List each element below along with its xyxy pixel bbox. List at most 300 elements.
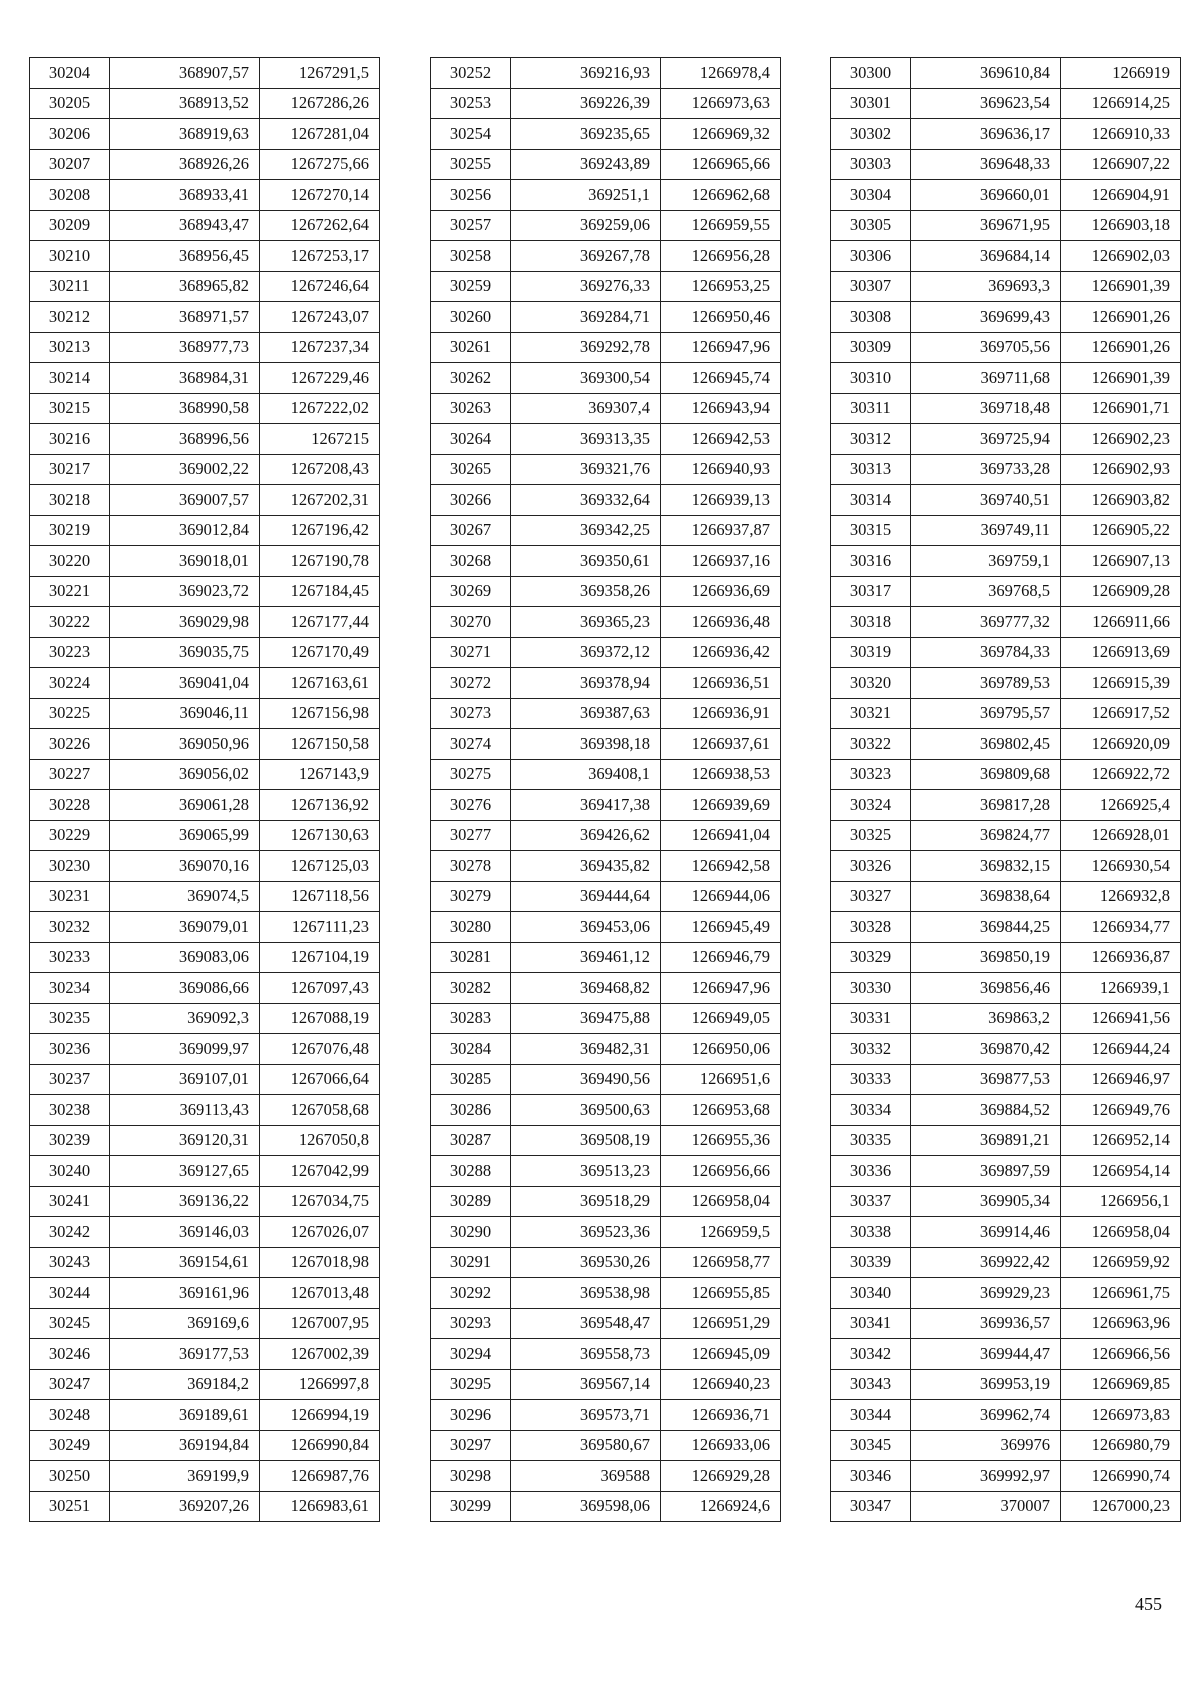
- table-row: [431, 820, 781, 851]
- y-coordinate-cell: 1267190,78: [260, 546, 380, 577]
- x-coordinate-cell: 369107,01: [110, 1064, 260, 1095]
- y-coordinate-cell: 1266963,96: [1061, 1308, 1181, 1339]
- y-coordinate-cell: 1266946,79: [661, 942, 781, 973]
- y-coordinate-cell: 1266932,8: [1061, 881, 1181, 912]
- x-coordinate-cell: 369844,25: [911, 912, 1061, 943]
- point-id-cell: 30284: [431, 1034, 511, 1065]
- table-row: [831, 607, 1181, 638]
- point-id-cell: 30230: [30, 851, 110, 882]
- point-id-cell: 30253: [431, 88, 511, 119]
- table-row: [30, 58, 380, 89]
- table-row: [431, 515, 781, 546]
- x-coordinate-cell: 369567,14: [511, 1369, 661, 1400]
- point-id-cell: 30300: [831, 58, 911, 89]
- point-id-cell: 30297: [431, 1430, 511, 1461]
- point-id-cell: 30243: [30, 1247, 110, 1278]
- point-id-cell: 30333: [831, 1064, 911, 1095]
- y-coordinate-cell: 1266936,42: [661, 637, 781, 668]
- y-coordinate-cell: 1266920,09: [1061, 729, 1181, 760]
- y-coordinate-cell: 1266901,26: [1061, 302, 1181, 333]
- point-id-cell: 30239: [30, 1125, 110, 1156]
- table-row: [30, 1278, 380, 1309]
- table-row: [831, 393, 1181, 424]
- y-coordinate-cell: 1266953,68: [661, 1095, 781, 1126]
- point-id-cell: 30246: [30, 1339, 110, 1370]
- x-coordinate-cell: 369313,35: [511, 424, 661, 455]
- table-row: [30, 759, 380, 790]
- x-coordinate-cell: 369832,15: [911, 851, 1061, 882]
- y-coordinate-cell: 1267237,34: [260, 332, 380, 363]
- point-id-cell: 30271: [431, 637, 511, 668]
- x-coordinate-cell: 369711,68: [911, 363, 1061, 394]
- x-coordinate-cell: 369905,34: [911, 1186, 1061, 1217]
- point-id-cell: 30265: [431, 454, 511, 485]
- y-coordinate-cell: 1266944,24: [1061, 1034, 1181, 1065]
- y-coordinate-cell: 1266940,93: [661, 454, 781, 485]
- point-id-cell: 30273: [431, 698, 511, 729]
- x-coordinate-cell: 369216,93: [511, 58, 661, 89]
- point-id-cell: 30304: [831, 180, 911, 211]
- table-row: [431, 1217, 781, 1248]
- x-coordinate-cell: 369235,65: [511, 119, 661, 150]
- table-row: [431, 973, 781, 1004]
- x-coordinate-cell: 369086,66: [110, 973, 260, 1004]
- table-row: [831, 1369, 1181, 1400]
- point-id-cell: 30223: [30, 637, 110, 668]
- point-id-cell: 30332: [831, 1034, 911, 1065]
- y-coordinate-cell: 1267097,43: [260, 973, 380, 1004]
- x-coordinate-cell: 369953,19: [911, 1369, 1061, 1400]
- point-id-cell: 30299: [431, 1491, 511, 1522]
- y-coordinate-cell: 1266983,61: [260, 1491, 380, 1522]
- table-row: [30, 1156, 380, 1187]
- point-id-cell: 30247: [30, 1369, 110, 1400]
- x-coordinate-cell: 369358,26: [511, 576, 661, 607]
- x-coordinate-cell: 368977,73: [110, 332, 260, 363]
- point-id-cell: 30217: [30, 454, 110, 485]
- point-id-cell: 30229: [30, 820, 110, 851]
- table-row: [431, 271, 781, 302]
- y-coordinate-cell: 1266987,76: [260, 1461, 380, 1492]
- point-id-cell: 30310: [831, 363, 911, 394]
- table-row: [30, 1308, 380, 1339]
- x-coordinate-cell: 369684,14: [911, 241, 1061, 272]
- x-coordinate-cell: 369169,6: [110, 1308, 260, 1339]
- y-coordinate-cell: 1266990,84: [260, 1430, 380, 1461]
- x-coordinate-cell: 369113,43: [110, 1095, 260, 1126]
- point-id-cell: 30345: [831, 1430, 911, 1461]
- x-coordinate-cell: 369267,78: [511, 241, 661, 272]
- y-coordinate-cell: 1267034,75: [260, 1186, 380, 1217]
- y-coordinate-cell: 1267177,44: [260, 607, 380, 638]
- x-coordinate-cell: 368956,45: [110, 241, 260, 272]
- table-row: [30, 332, 380, 363]
- y-coordinate-cell: 1266933,06: [661, 1430, 781, 1461]
- y-coordinate-cell: 1266973,83: [1061, 1400, 1181, 1431]
- y-coordinate-cell: 1266937,61: [661, 729, 781, 760]
- x-coordinate-cell: 369365,23: [511, 607, 661, 638]
- table-row: [831, 332, 1181, 363]
- point-id-cell: 30204: [30, 58, 110, 89]
- point-id-cell: 30317: [831, 576, 911, 607]
- y-coordinate-cell: 1266966,56: [1061, 1339, 1181, 1370]
- x-coordinate-cell: 369817,28: [911, 790, 1061, 821]
- table-row: [30, 88, 380, 119]
- table-row: [831, 668, 1181, 699]
- y-coordinate-cell: 1266954,14: [1061, 1156, 1181, 1187]
- point-id-cell: 30294: [431, 1339, 511, 1370]
- x-coordinate-cell: 369749,11: [911, 515, 1061, 546]
- point-id-cell: 30322: [831, 729, 911, 760]
- point-id-cell: 30272: [431, 668, 511, 699]
- y-coordinate-cell: 1266901,39: [1061, 271, 1181, 302]
- x-coordinate-cell: 369226,39: [511, 88, 661, 119]
- point-id-cell: 30341: [831, 1308, 911, 1339]
- x-coordinate-cell: 370007: [911, 1491, 1061, 1522]
- table-row: [30, 607, 380, 638]
- y-coordinate-cell: 1266907,13: [1061, 546, 1181, 577]
- point-id-cell: 30205: [30, 88, 110, 119]
- point-id-cell: 30321: [831, 698, 911, 729]
- x-coordinate-cell: 369850,19: [911, 942, 1061, 973]
- point-id-cell: 30278: [431, 851, 511, 882]
- table-row: [831, 1461, 1181, 1492]
- table-row: [30, 912, 380, 943]
- x-coordinate-cell: 369891,21: [911, 1125, 1061, 1156]
- point-id-cell: 30344: [831, 1400, 911, 1431]
- y-coordinate-cell: 1266907,22: [1061, 149, 1181, 180]
- x-coordinate-cell: 369007,57: [110, 485, 260, 516]
- table-row: [431, 698, 781, 729]
- point-id-cell: 30228: [30, 790, 110, 821]
- table-row: [831, 241, 1181, 272]
- y-coordinate-cell: 1267000,23: [1061, 1491, 1181, 1522]
- table-row: [431, 119, 781, 150]
- point-id-cell: 30286: [431, 1095, 511, 1126]
- y-coordinate-cell: 1266959,55: [661, 210, 781, 241]
- table-row: [431, 912, 781, 943]
- table-row: [831, 58, 1181, 89]
- y-coordinate-cell: 1266917,52: [1061, 698, 1181, 729]
- table-row: [431, 1430, 781, 1461]
- x-coordinate-cell: 369161,96: [110, 1278, 260, 1309]
- point-id-cell: 30279: [431, 881, 511, 912]
- table-row: [30, 881, 380, 912]
- y-coordinate-cell: 1266958,04: [661, 1186, 781, 1217]
- point-id-cell: 30238: [30, 1095, 110, 1126]
- x-coordinate-cell: 369936,57: [911, 1308, 1061, 1339]
- table-row: [30, 820, 380, 851]
- coordinates-table-2: [430, 57, 781, 1522]
- x-coordinate-cell: 369050,96: [110, 729, 260, 760]
- x-coordinate-cell: 369398,18: [511, 729, 661, 760]
- point-id-cell: 30220: [30, 546, 110, 577]
- x-coordinate-cell: 369580,67: [511, 1430, 661, 1461]
- point-id-cell: 30281: [431, 942, 511, 973]
- table-row: [831, 1430, 1181, 1461]
- x-coordinate-cell: 369992,97: [911, 1461, 1061, 1492]
- x-coordinate-cell: 369012,84: [110, 515, 260, 546]
- point-id-cell: 30210: [30, 241, 110, 272]
- x-coordinate-cell: 369342,25: [511, 515, 661, 546]
- point-id-cell: 30264: [431, 424, 511, 455]
- y-coordinate-cell: 1267002,39: [260, 1339, 380, 1370]
- table-row: [831, 546, 1181, 577]
- y-coordinate-cell: 1267163,61: [260, 668, 380, 699]
- y-coordinate-cell: 1266959,5: [661, 1217, 781, 1248]
- table-row: [831, 1339, 1181, 1370]
- coordinates-table-3: [830, 57, 1181, 1522]
- x-coordinate-cell: 369802,45: [911, 729, 1061, 760]
- point-id-cell: 30227: [30, 759, 110, 790]
- coordinates-table-body: [831, 58, 1181, 1522]
- table-row: [30, 363, 380, 394]
- point-id-cell: 30320: [831, 668, 911, 699]
- y-coordinate-cell: 1266936,48: [661, 607, 781, 638]
- y-coordinate-cell: 1267111,23: [260, 912, 380, 943]
- x-coordinate-cell: 369588: [511, 1461, 661, 1492]
- point-id-cell: 30315: [831, 515, 911, 546]
- point-id-cell: 30235: [30, 1003, 110, 1034]
- y-coordinate-cell: 1266951,29: [661, 1308, 781, 1339]
- x-coordinate-cell: 369610,84: [911, 58, 1061, 89]
- x-coordinate-cell: 369146,03: [110, 1217, 260, 1248]
- table-row: [831, 1125, 1181, 1156]
- y-coordinate-cell: 1267196,42: [260, 515, 380, 546]
- x-coordinate-cell: 369035,75: [110, 637, 260, 668]
- x-coordinate-cell: 369538,98: [511, 1278, 661, 1309]
- point-id-cell: 30323: [831, 759, 911, 790]
- x-coordinate-cell: 369789,53: [911, 668, 1061, 699]
- x-coordinate-cell: 369482,31: [511, 1034, 661, 1065]
- x-coordinate-cell: 369251,1: [511, 180, 661, 211]
- point-id-cell: 30254: [431, 119, 511, 150]
- x-coordinate-cell: 369029,98: [110, 607, 260, 638]
- y-coordinate-cell: 1266947,96: [661, 332, 781, 363]
- x-coordinate-cell: 369884,52: [911, 1095, 1061, 1126]
- y-coordinate-cell: 1266956,1: [1061, 1186, 1181, 1217]
- y-coordinate-cell: 1266928,01: [1061, 820, 1181, 851]
- x-coordinate-cell: 369513,23: [511, 1156, 661, 1187]
- y-coordinate-cell: 1267018,98: [260, 1247, 380, 1278]
- y-coordinate-cell: 1266945,09: [661, 1339, 781, 1370]
- table-row: [831, 1156, 1181, 1187]
- table-row: [831, 88, 1181, 119]
- table-row: [431, 88, 781, 119]
- y-coordinate-cell: 1267215: [260, 424, 380, 455]
- table-row: [431, 668, 781, 699]
- y-coordinate-cell: 1267170,49: [260, 637, 380, 668]
- point-id-cell: 30328: [831, 912, 911, 943]
- x-coordinate-cell: 368965,82: [110, 271, 260, 302]
- x-coordinate-cell: 368926,26: [110, 149, 260, 180]
- y-coordinate-cell: 1266939,13: [661, 485, 781, 516]
- table-row: [431, 607, 781, 638]
- table-row: [30, 546, 380, 577]
- point-id-cell: 30319: [831, 637, 911, 668]
- table-row: [431, 1095, 781, 1126]
- table-row: [30, 241, 380, 272]
- table-row: [831, 1217, 1181, 1248]
- y-coordinate-cell: 1267286,26: [260, 88, 380, 119]
- x-coordinate-cell: 368996,56: [110, 424, 260, 455]
- y-coordinate-cell: 1267291,5: [260, 58, 380, 89]
- y-coordinate-cell: 1266955,36: [661, 1125, 781, 1156]
- table-row: [831, 851, 1181, 882]
- point-id-cell: 30208: [30, 180, 110, 211]
- table-row: [30, 302, 380, 333]
- y-coordinate-cell: 1267118,56: [260, 881, 380, 912]
- x-coordinate-cell: 369838,64: [911, 881, 1061, 912]
- x-coordinate-cell: 369207,26: [110, 1491, 260, 1522]
- x-coordinate-cell: 369189,61: [110, 1400, 260, 1431]
- y-coordinate-cell: 1267184,45: [260, 576, 380, 607]
- table-row: [30, 1491, 380, 1522]
- x-coordinate-cell: 369332,64: [511, 485, 661, 516]
- x-coordinate-cell: 369061,28: [110, 790, 260, 821]
- y-coordinate-cell: 1266936,91: [661, 698, 781, 729]
- point-id-cell: 30318: [831, 607, 911, 638]
- table-row: [431, 1400, 781, 1431]
- x-coordinate-cell: 369508,19: [511, 1125, 661, 1156]
- x-coordinate-cell: 369083,06: [110, 942, 260, 973]
- table-row: [30, 1400, 380, 1431]
- y-coordinate-cell: 1266942,53: [661, 424, 781, 455]
- y-coordinate-cell: 1266936,71: [661, 1400, 781, 1431]
- x-coordinate-cell: 369284,71: [511, 302, 661, 333]
- point-id-cell: 30289: [431, 1186, 511, 1217]
- x-coordinate-cell: 369387,63: [511, 698, 661, 729]
- table-row: [431, 1339, 781, 1370]
- point-id-cell: 30207: [30, 149, 110, 180]
- x-coordinate-cell: 369154,61: [110, 1247, 260, 1278]
- y-coordinate-cell: 1266955,85: [661, 1278, 781, 1309]
- x-coordinate-cell: 369870,42: [911, 1034, 1061, 1065]
- point-id-cell: 30226: [30, 729, 110, 760]
- point-id-cell: 30216: [30, 424, 110, 455]
- table-row: [431, 1064, 781, 1095]
- table-row: [30, 149, 380, 180]
- y-coordinate-cell: 1266969,85: [1061, 1369, 1181, 1400]
- x-coordinate-cell: 369897,59: [911, 1156, 1061, 1187]
- point-id-cell: 30266: [431, 485, 511, 516]
- point-id-cell: 30307: [831, 271, 911, 302]
- point-id-cell: 30306: [831, 241, 911, 272]
- table-row: [431, 1186, 781, 1217]
- table-row: [831, 1095, 1181, 1126]
- x-coordinate-cell: 369573,71: [511, 1400, 661, 1431]
- table-row: [431, 1308, 781, 1339]
- x-coordinate-cell: 369372,12: [511, 637, 661, 668]
- x-coordinate-cell: 369725,94: [911, 424, 1061, 455]
- y-coordinate-cell: 1267281,04: [260, 119, 380, 150]
- y-coordinate-cell: 1267222,02: [260, 393, 380, 424]
- table-row: [831, 1247, 1181, 1278]
- y-coordinate-cell: 1266924,6: [661, 1491, 781, 1522]
- y-coordinate-cell: 1266956,28: [661, 241, 781, 272]
- y-coordinate-cell: 1266943,94: [661, 393, 781, 424]
- coordinates-table-body: [30, 58, 380, 1522]
- table-row: [30, 973, 380, 1004]
- x-coordinate-cell: 369417,38: [511, 790, 661, 821]
- y-coordinate-cell: 1266973,63: [661, 88, 781, 119]
- x-coordinate-cell: 369699,43: [911, 302, 1061, 333]
- point-id-cell: 30258: [431, 241, 511, 272]
- point-id-cell: 30237: [30, 1064, 110, 1095]
- point-id-cell: 30335: [831, 1125, 911, 1156]
- point-id-cell: 30225: [30, 698, 110, 729]
- point-id-cell: 30263: [431, 393, 511, 424]
- y-coordinate-cell: 1267150,58: [260, 729, 380, 760]
- table-row: [831, 729, 1181, 760]
- y-coordinate-cell: 1266902,93: [1061, 454, 1181, 485]
- x-coordinate-cell: 369922,42: [911, 1247, 1061, 1278]
- y-coordinate-cell: 1266911,66: [1061, 607, 1181, 638]
- x-coordinate-cell: 369777,32: [911, 607, 1061, 638]
- point-id-cell: 30282: [431, 973, 511, 1004]
- point-id-cell: 30267: [431, 515, 511, 546]
- table-row: [30, 180, 380, 211]
- table-row: [30, 424, 380, 455]
- point-id-cell: 30283: [431, 1003, 511, 1034]
- point-id-cell: 30211: [30, 271, 110, 302]
- x-coordinate-cell: 369092,3: [110, 1003, 260, 1034]
- y-coordinate-cell: 1266930,54: [1061, 851, 1181, 882]
- y-coordinate-cell: 1267076,48: [260, 1034, 380, 1065]
- table-row: [831, 515, 1181, 546]
- x-coordinate-cell: 368971,57: [110, 302, 260, 333]
- y-coordinate-cell: 1266940,23: [661, 1369, 781, 1400]
- point-id-cell: 30337: [831, 1186, 911, 1217]
- y-coordinate-cell: 1266941,56: [1061, 1003, 1181, 1034]
- y-coordinate-cell: 1267229,46: [260, 363, 380, 394]
- point-id-cell: 30233: [30, 942, 110, 973]
- y-coordinate-cell: 1266905,22: [1061, 515, 1181, 546]
- table-row: [431, 576, 781, 607]
- table-row: [831, 912, 1181, 943]
- x-coordinate-cell: 369079,01: [110, 912, 260, 943]
- table-row: [431, 485, 781, 516]
- point-id-cell: 30212: [30, 302, 110, 333]
- point-id-cell: 30313: [831, 454, 911, 485]
- table-row: [831, 302, 1181, 333]
- x-coordinate-cell: 369671,95: [911, 210, 1061, 241]
- table-row: [831, 973, 1181, 1004]
- table-row: [30, 515, 380, 546]
- table-row: [431, 1461, 781, 1492]
- y-coordinate-cell: 1266914,25: [1061, 88, 1181, 119]
- y-coordinate-cell: 1266965,66: [661, 149, 781, 180]
- y-coordinate-cell: 1267143,9: [260, 759, 380, 790]
- x-coordinate-cell: 368990,58: [110, 393, 260, 424]
- table-row: [831, 1034, 1181, 1065]
- x-coordinate-cell: 369426,62: [511, 820, 661, 851]
- table-row: [30, 851, 380, 882]
- point-id-cell: 30276: [431, 790, 511, 821]
- y-coordinate-cell: 1267253,17: [260, 241, 380, 272]
- y-coordinate-cell: 1266925,4: [1061, 790, 1181, 821]
- y-coordinate-cell: 1266956,66: [661, 1156, 781, 1187]
- point-id-cell: 30251: [30, 1491, 110, 1522]
- table-row: [431, 851, 781, 882]
- point-id-cell: 30249: [30, 1430, 110, 1461]
- point-id-cell: 30270: [431, 607, 511, 638]
- x-coordinate-cell: 369099,97: [110, 1034, 260, 1065]
- x-coordinate-cell: 369120,31: [110, 1125, 260, 1156]
- y-coordinate-cell: 1266980,79: [1061, 1430, 1181, 1461]
- point-id-cell: 30303: [831, 149, 911, 180]
- y-coordinate-cell: 1267202,31: [260, 485, 380, 516]
